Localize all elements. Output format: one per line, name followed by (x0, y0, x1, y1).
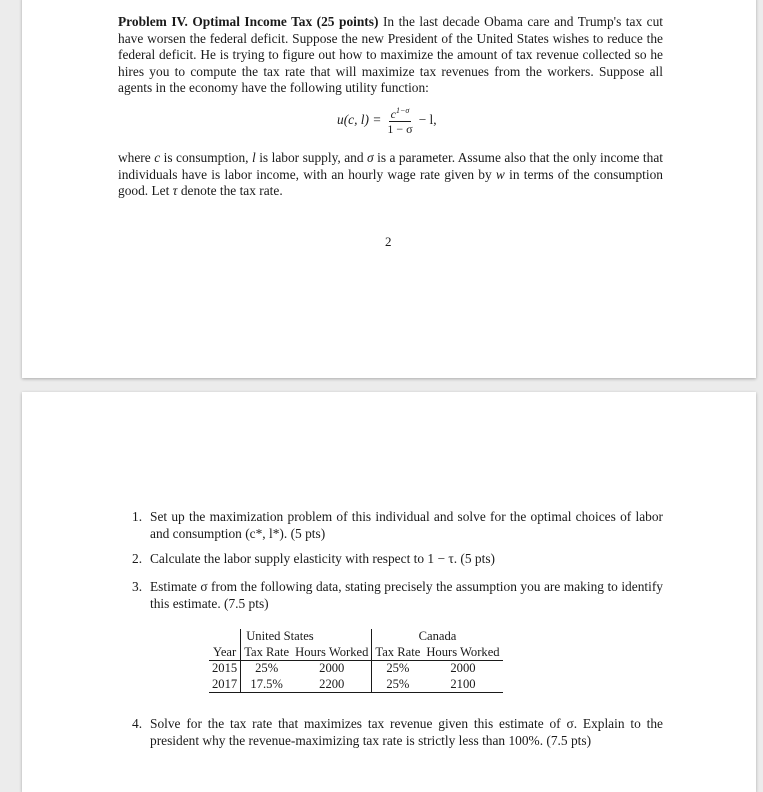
text-run: is labor supply, and (255, 150, 368, 165)
table-cell: 25% (372, 677, 423, 693)
question-1 (132, 509, 663, 542)
question-text: Set up the maximization problem of this individual and solve for the optimal choices of labor and consumption (c*, l*). (5 pts) (150, 509, 663, 541)
text-run: in terms of the consumption good. Let (118, 166, 663, 199)
question-number: 1. (132, 509, 143, 524)
table-header-row (209, 645, 503, 661)
question-number: 2. (132, 551, 143, 566)
question-3 (132, 579, 663, 612)
question-text: Estimate σ from the following data, stating precisely the assumption you are making to identify this estimate. (7.5 pts) (150, 579, 663, 611)
table-cell: 2015 (209, 661, 241, 677)
column-header: Year (209, 645, 241, 661)
page-number: 2 (385, 234, 392, 249)
problem-title: Problem IV. Optimal Income Tax (25 points) (118, 14, 379, 29)
column-header: Hours Worked (292, 645, 372, 661)
formula-num-base: c (390, 107, 396, 121)
formula-numerator (389, 104, 412, 122)
question-text: Calculate the labor supply elasticity with respect to 1 − τ. (5 pts) (150, 551, 496, 566)
group-header-us: United States (241, 629, 372, 645)
problem-intro-paragraph (118, 14, 663, 97)
var-l: l (252, 150, 256, 165)
question-number: 4. (132, 716, 143, 731)
formula-denominator: 1 − σ (387, 122, 413, 136)
table-cell: 2100 (423, 677, 502, 693)
table-group-header-row (209, 629, 503, 645)
tax-data-table (209, 629, 503, 693)
formula-fraction (385, 104, 414, 136)
table-cell: 2200 (292, 677, 372, 693)
text-run: is a parameter. Assume also that the only income that individuals have is labor income, with an hourly wage rate given by (118, 150, 663, 182)
table-cell (209, 629, 241, 645)
question-4 (132, 716, 663, 749)
column-header: Tax Rate (241, 645, 292, 661)
text-run: is consumption, (160, 150, 252, 165)
definitions-paragraph (118, 150, 663, 200)
table-cell: 25% (255, 661, 279, 675)
utility-function-formula (337, 104, 437, 136)
column-header: Hours Worked (423, 645, 502, 661)
column-header: Tax Rate (372, 645, 423, 661)
table-row (209, 661, 503, 677)
var-sigma: σ (367, 150, 374, 165)
question-text: Solve for the tax rate that maximizes tax revenue given this estimate of σ. Explain to the president why the revenue-maximizing tax rate is strictly less than 100%. (7.5 pts) (150, 716, 663, 748)
table-cell: 2000 (292, 661, 372, 677)
table-cell: 2000 (450, 661, 476, 675)
table-cell: 17.5% (241, 677, 292, 693)
group-header-canada: Canada (418, 629, 457, 643)
formula-rhs: − l, (418, 112, 437, 127)
var-c: c (154, 150, 161, 165)
document-page-2 (22, 392, 756, 792)
question-number: 3. (132, 579, 143, 594)
var-tau: τ (172, 183, 178, 199)
var-w: w (495, 166, 505, 182)
table-row (209, 677, 503, 693)
formula-num-exponent: 1−σ (395, 106, 410, 115)
question-2 (132, 551, 663, 568)
table-cell: 2017 (209, 677, 241, 693)
problem-intro-text: In the last decade Obama care and Trump's tax cut have worsen the federal deficit. Suppose the new President of the United States wishes to reduce the federal deficit. He is trying to figure out how to maximize the amount of tax revenue collected so he hires you to compute the tax rate that will maximize tax revenues from the workers. Suppose all agents in the economy have the following utility function: (118, 14, 663, 96)
text-run: where (118, 150, 155, 165)
document-page-1 (22, 0, 756, 378)
formula-lhs: u(c, l) = (337, 112, 382, 127)
text-run: denote the tax rate. (177, 183, 283, 199)
table-cell: 25% (386, 661, 410, 675)
